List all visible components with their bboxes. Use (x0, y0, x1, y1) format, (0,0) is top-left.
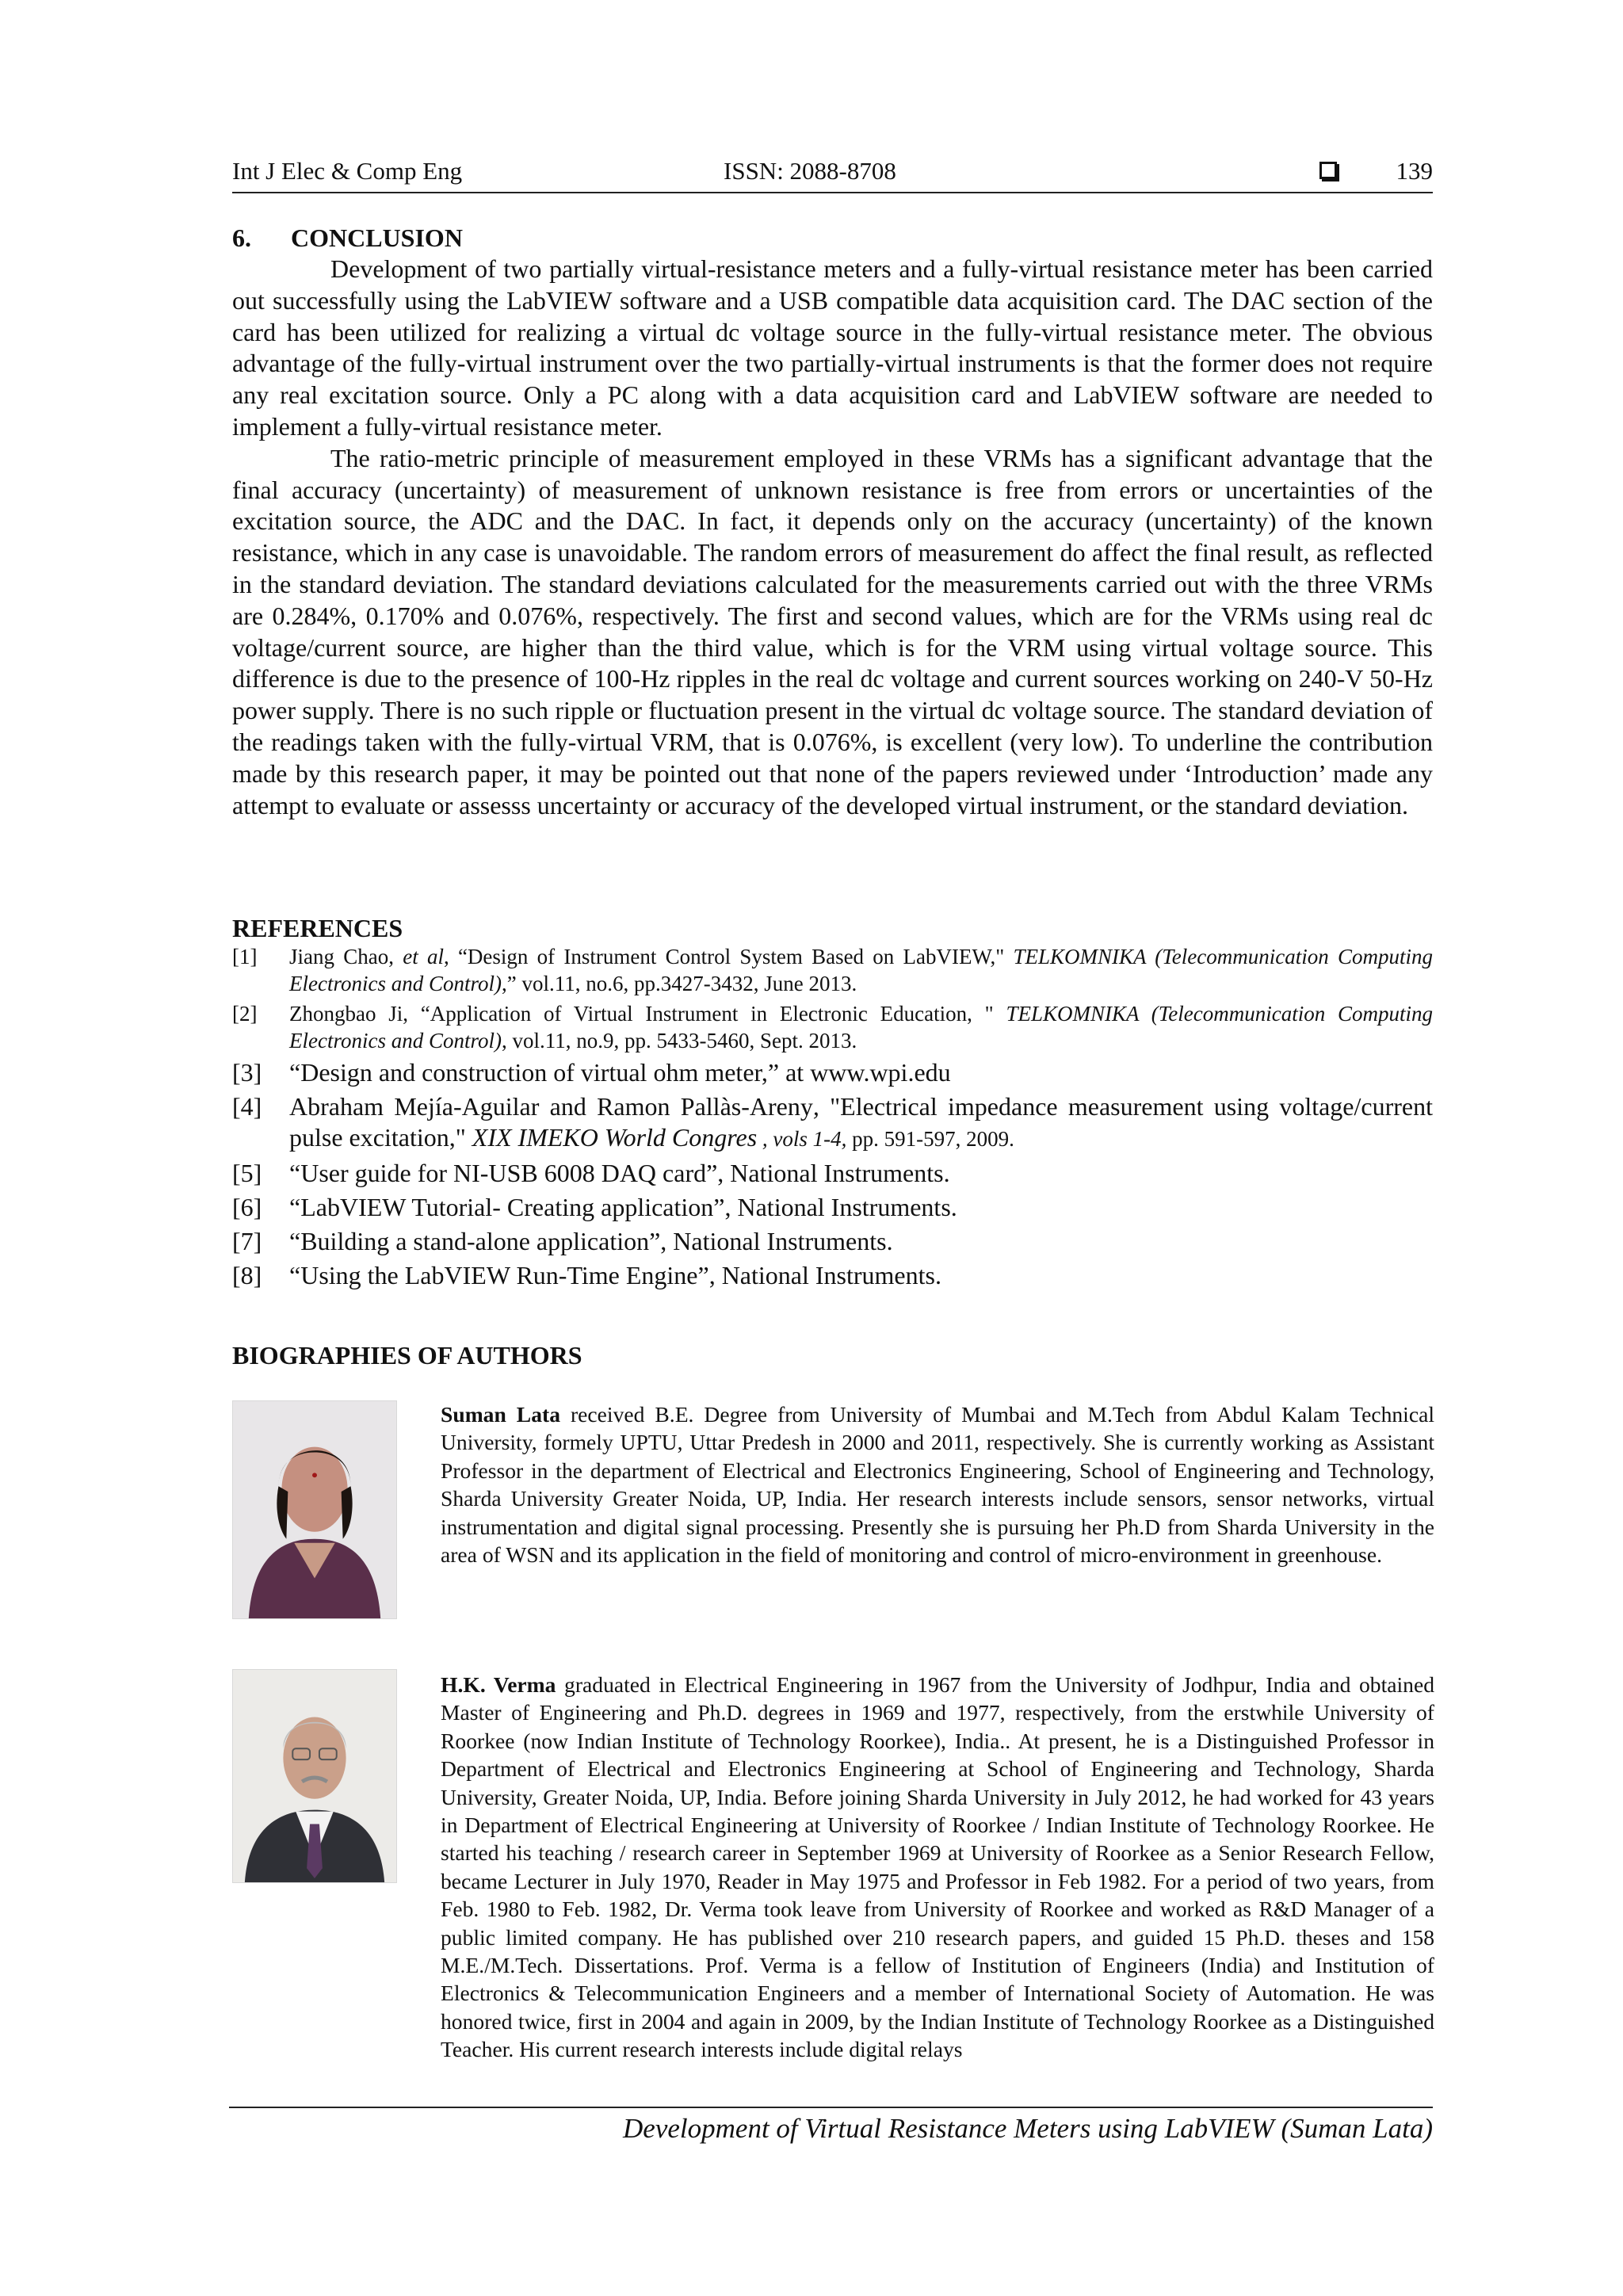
reference-number: [6] (232, 1193, 262, 1221)
author-photo-suman-lata (232, 1400, 397, 1619)
reference-number: [7] (232, 1227, 262, 1255)
biographies-heading: BIOGRAPHIES OF AUTHORS (232, 1341, 582, 1370)
reference-item-8: [8] “Using the LabVIEW Run-Time Engine”, National Instruments. (232, 1261, 941, 1289)
reference-item-5: [5] “User guide for NI-USB 6008 DAQ card”, National Instruments. (232, 1159, 950, 1187)
author-bio-hk-verma (441, 1671, 1434, 2064)
reference-number: [1] (232, 945, 258, 968)
references-list (232, 943, 1433, 1294)
reference-item-2: [2] Zhongbao Ji, “Application of Virtual Instrument in Electronic Education, " TELKOMNIKA (Telecommunication Computing Electronics and Control), vol.11, no.9, pp. 5433-5460, Sept. 2013. (232, 1002, 1433, 1052)
author-bio-text: received B.E. Degree from University of Mumbai and M.Tech from Abdul Kalam Technical University, formely UPTU, Uttar Predesh in 2000 and 2011, respectively. She is currently working as Assistant Professor in the department of Electrical and Electronics Engineering, School of Engineering and Technology, Sharda University Greater Noida, UP, India. Her research interests include sensors, sensor networks, virtual instrumentation and digital signal processing. Presently she is pursuing her Ph.D from Sharda University in the area of WSN and its application in the field of monitoring and control of micro-environment in greenhouse. (441, 1402, 1434, 1568)
journal-name: Int J Elec & Comp Eng (232, 157, 463, 185)
conclusion-paragraph-2: The ratio-metric principle of measurement employed in these VRMs has a significant advantage that the final accuracy (uncertainty) of measurement of unknown resistance is free from errors or uncertainties of the excitation source, the ADC and the DAC. In fact, it depends only on the accuracy (uncertainty) of the known resistance, which in any case is unavoidable. The random errors of measurement do affect the final result, as reflected in the standard deviation. The standard deviations calculated for the measurements carried out with the three VRMs are 0.284%, 0.170% and 0.076%, respectively. The first and second values, which are for the VRMs using real dc voltage/current source, are higher than the third value, which is for the VRM using virtual voltage source. This difference is due to the presence of 100-Hz ripples in the real dc voltage and current sources working on 240-V 50-Hz power supply. There is no such ripple or fluctuation present in the virtual dc voltage source. The standard deviation of the readings taken with the fully-virtual VRM, that is 0.076%, is excellent (very low). To underline the contribution made by this research paper, it may be pointed out that none of the papers reviewed under ‘Introduction’ made any attempt to evaluate or assesss uncertainty or accuracy of the developed virtual instrument, or the standard deviation. (232, 443, 1433, 819)
footer-divider (229, 2107, 1433, 2108)
author-photo-hk-verma (232, 1669, 397, 1883)
running-footer: Development of Virtual Resistance Meters using LabVIEW (Suman Lata) (623, 2113, 1433, 2144)
reference-number: [2] (232, 1002, 258, 1026)
square-bullet-icon (1319, 162, 1337, 179)
portrait-image (233, 1670, 396, 1882)
conclusion-paragraph-1: Development of two partially virtual-resistance meters and a fully-virtual resistance meter has been carried out successfully using the LabVIEW software and a USB compatible data acquisition card. The DAC section of the card has been utilized for realizing a virtual dc voltage source in the fully-virtual resistance meter. The obvious advantage of the fully-virtual instrument over the two partially-virtual instruments is that the former does not require any real excitation source. Only a PC along with a data acquisition card and LabVIEW software are needed to implement a fully-virtual resistance meter. (232, 254, 1433, 441)
conclusion-heading (232, 222, 463, 254)
reference-item-7: [7] “Building a stand-alone application”, National Instruments. (232, 1227, 893, 1255)
reference-number: [5] (232, 1159, 262, 1187)
author-name: Suman Lata (441, 1402, 560, 1427)
author-bio-text: graduated in Electrical Engineering in 1967 from the University of Jodhpur, India and obtained Master of Engineering and Ph.D. degrees in 1969 and 1977, respectively, from the erstwhile University of Roorkee (now Indian Institute of Technology Roorkee), India.. At present, he is a Distinguished Professor in Department of Electrical and Electronics Engineering at School of Engineering and Technology, Sharda University, Greater Noida, UP, India. Before joining Sharda University in July 2012, he had worked for 43 years in Department of Electrical Engineering at University of Roorkee / Indian Institute of Technology Roorkee. He started his teaching / research career in September 1969 at University of Roorkee as a Senior Research Fellow, became Lecturer in July 1970, Reader in May 1975 and Professor in Feb 1982. For a period of two years, from Feb. 1980 to Feb. 1982, Dr. Verma took leave from University of Roorkee and worked as R&D Manager of a public limited company. He has published over 210 research papers, and guided 15 Ph.D. theses and 158 M.E./M.Tech. Dissertations. Prof. Verma is a fellow of Institution of Engineers (India) and Institution of Electronics & Telecommunication Engineers and a member of International Society of Automation. He was honored twice, first in 2004 and again in 2009, by the Indian Institute of Technology Roorkee as a Distinguished Teacher. His current research interests include digital relays (441, 1672, 1434, 2062)
reference-number: [3] (232, 1058, 262, 1087)
page-number: 139 (1396, 157, 1433, 185)
reference-item-1: [1] Jiang Chao, et al, “Design of Instrument Control System Based on LabVIEW," TELKOMNIKA (Telecommunication Computing Electronics and Control),” vol.11, no.6, pp.3427-3432, June 2013. (232, 945, 1433, 995)
reference-item-6: [6] “LabVIEW Tutorial- Creating application”, National Instruments. (232, 1193, 957, 1221)
issn: ISSN: 2088-8708 (724, 157, 896, 185)
reference-item-4: [4] Abraham Mejía-Aguilar and Ramon Pallàs-Areny, "Electrical impedance measurement using voltage/current pulse excitation," XIX IMEKO World Congres , vols 1-4, pp. 591-597, 2009. (232, 1092, 1434, 1152)
reference-item-3: [3] “Design and construction of virtual ohm meter,” at www.wpi.edu (232, 1058, 951, 1087)
conclusion-body (232, 254, 1433, 821)
portrait-image (233, 1401, 396, 1618)
reference-number: [8] (232, 1261, 262, 1289)
author-bio-suman-lata (441, 1400, 1434, 1568)
page-header (232, 155, 1433, 193)
section-number: 6. (232, 223, 251, 252)
references-heading: REFERENCES (232, 914, 403, 942)
author-name: H.K. Verma (441, 1672, 556, 1697)
reference-number: [4] (232, 1092, 262, 1121)
section-title: CONCLUSION (291, 223, 463, 252)
